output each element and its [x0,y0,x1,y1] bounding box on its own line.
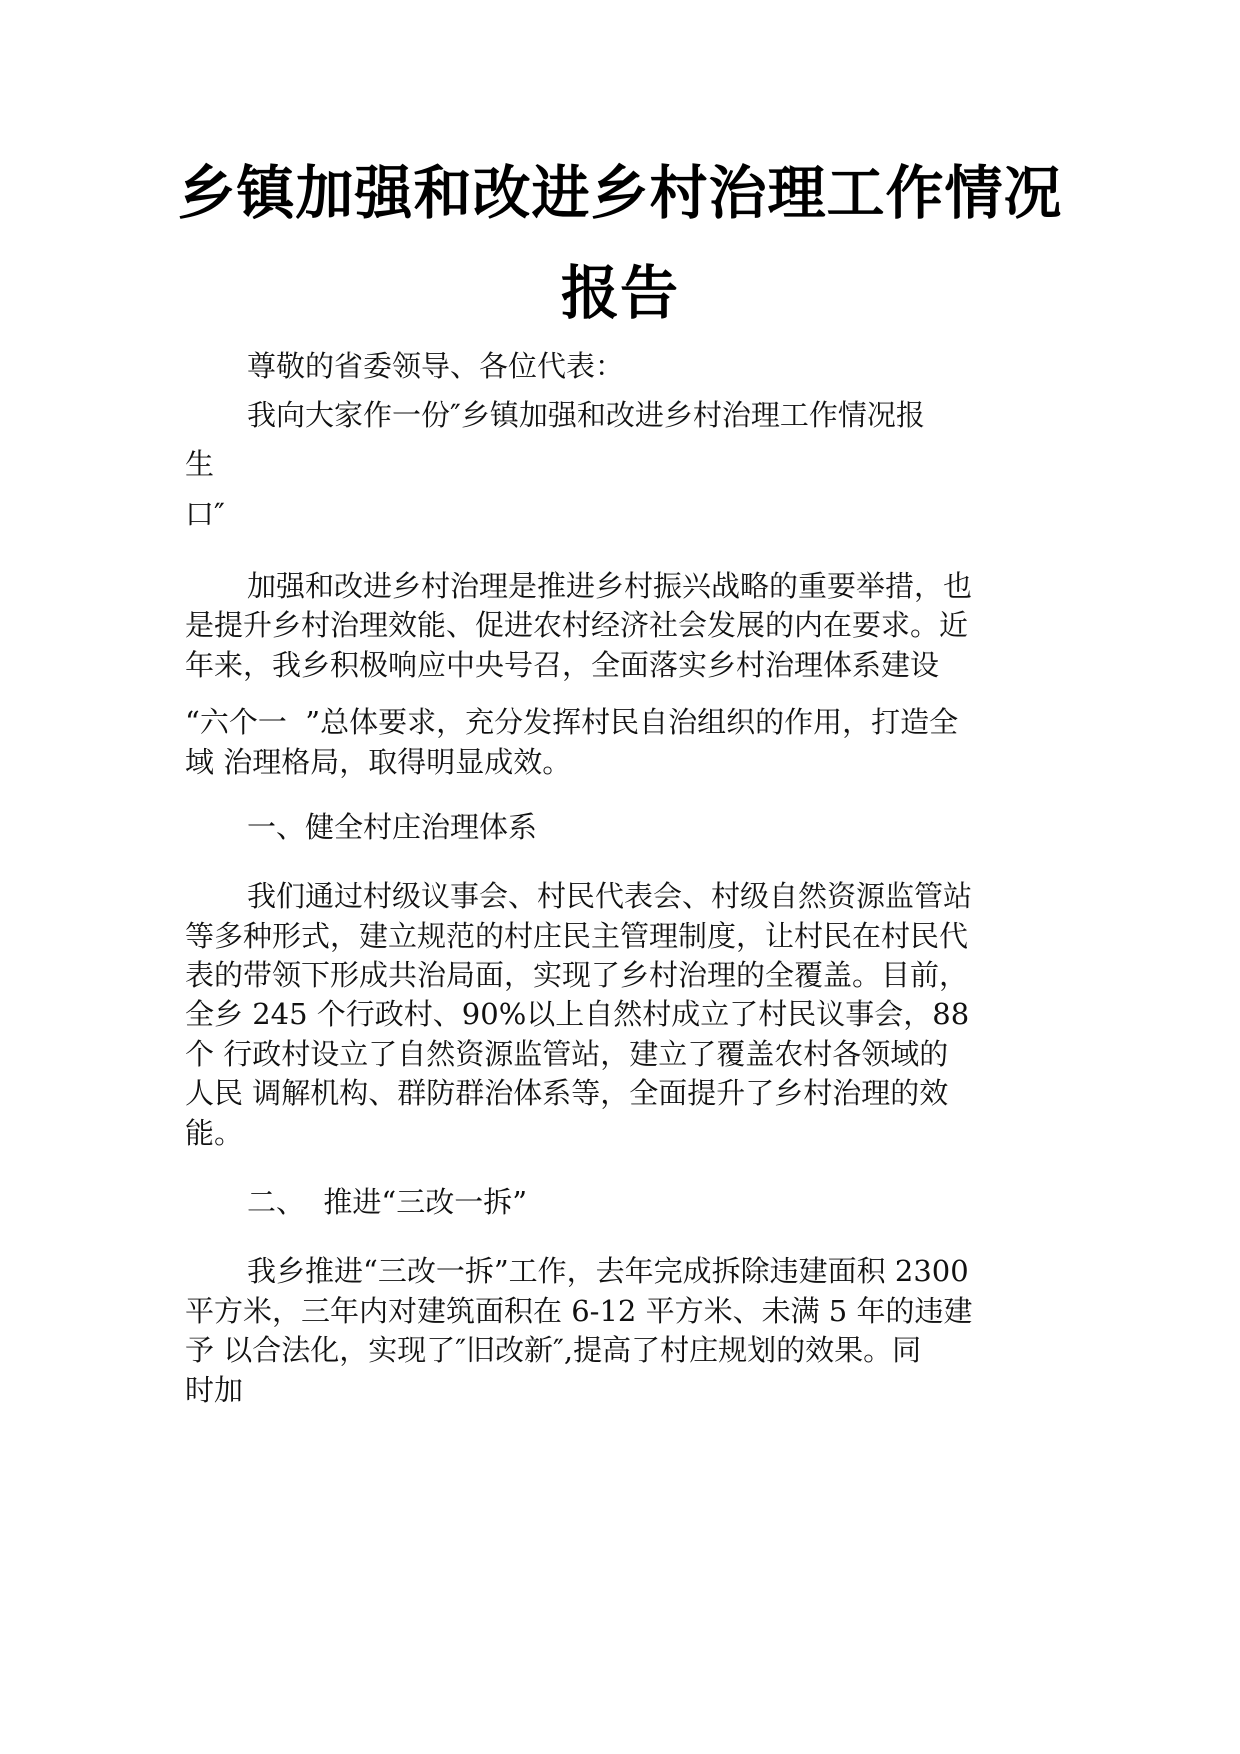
document-title-line-2: 报告 [560,259,679,327]
body-line: 予 以合法化，实现了″旧改新″,提高了村庄规划的效果。同 [185,1333,922,1367]
body-line: 人民 调解机构、群防群治体系等，全面提升了乡村治理的效 [185,1076,949,1110]
body-line: 能。 [185,1116,244,1150]
section-heading: 二、 推进“三改一拆” [247,1185,528,1219]
intro-line: 口″ [185,497,225,531]
body-line: 我乡推进“三改一拆”工作，去年完成拆除违建面积 2300 [247,1254,969,1288]
section-heading: 一、健全村庄治理体系 [247,810,538,844]
body-line: 等多种形式，建立规范的村庄民主管理制度，让村民在村民代 [185,919,969,953]
body-line: 加强和改进乡村治理是推进乡村振兴战略的重要举措，也 [247,569,973,603]
body-line: 年来，我乡积极响应中央号召，全面落实乡村治理体系建设 [185,648,940,682]
body-line: 是提升乡村治理效能、促进农村经济社会发展的内在要求。近 [185,608,969,642]
body-line: “六个一 ”总体要求，充分发挥村民自治组织的作用，打造全 [185,705,959,739]
intro-line: 生 [185,447,215,481]
body-line: 我们通过村级议事会、村民代表会、村级自然资源监管站 [247,879,973,913]
body-line: 表的带领下形成共治局面，实现了乡村治理的全覆盖。目前， [185,958,969,992]
salutation: 尊敬的省委领导、各位代表： [247,349,625,383]
intro-line: 我向大家作一份″乡镇加强和改进乡村治理工作情况报 [247,398,925,432]
document-title-line-1: 乡镇加强和改进乡村治理工作情况 [177,159,1063,227]
body-line: 平方米，三年内对建筑面积在 6-12 平方米、未满 5 年的违建 [185,1294,973,1328]
body-line: 个 行政村设立了自然资源监管站，建立了覆盖农村各领域的 [185,1037,949,1071]
body-line: 全乡 245 个行政村、90%以上自然村成立了村民议事会，88 [185,997,970,1031]
body-line: 时加 [185,1373,244,1407]
body-line: 域 治理格局，取得明显成效。 [185,745,572,779]
